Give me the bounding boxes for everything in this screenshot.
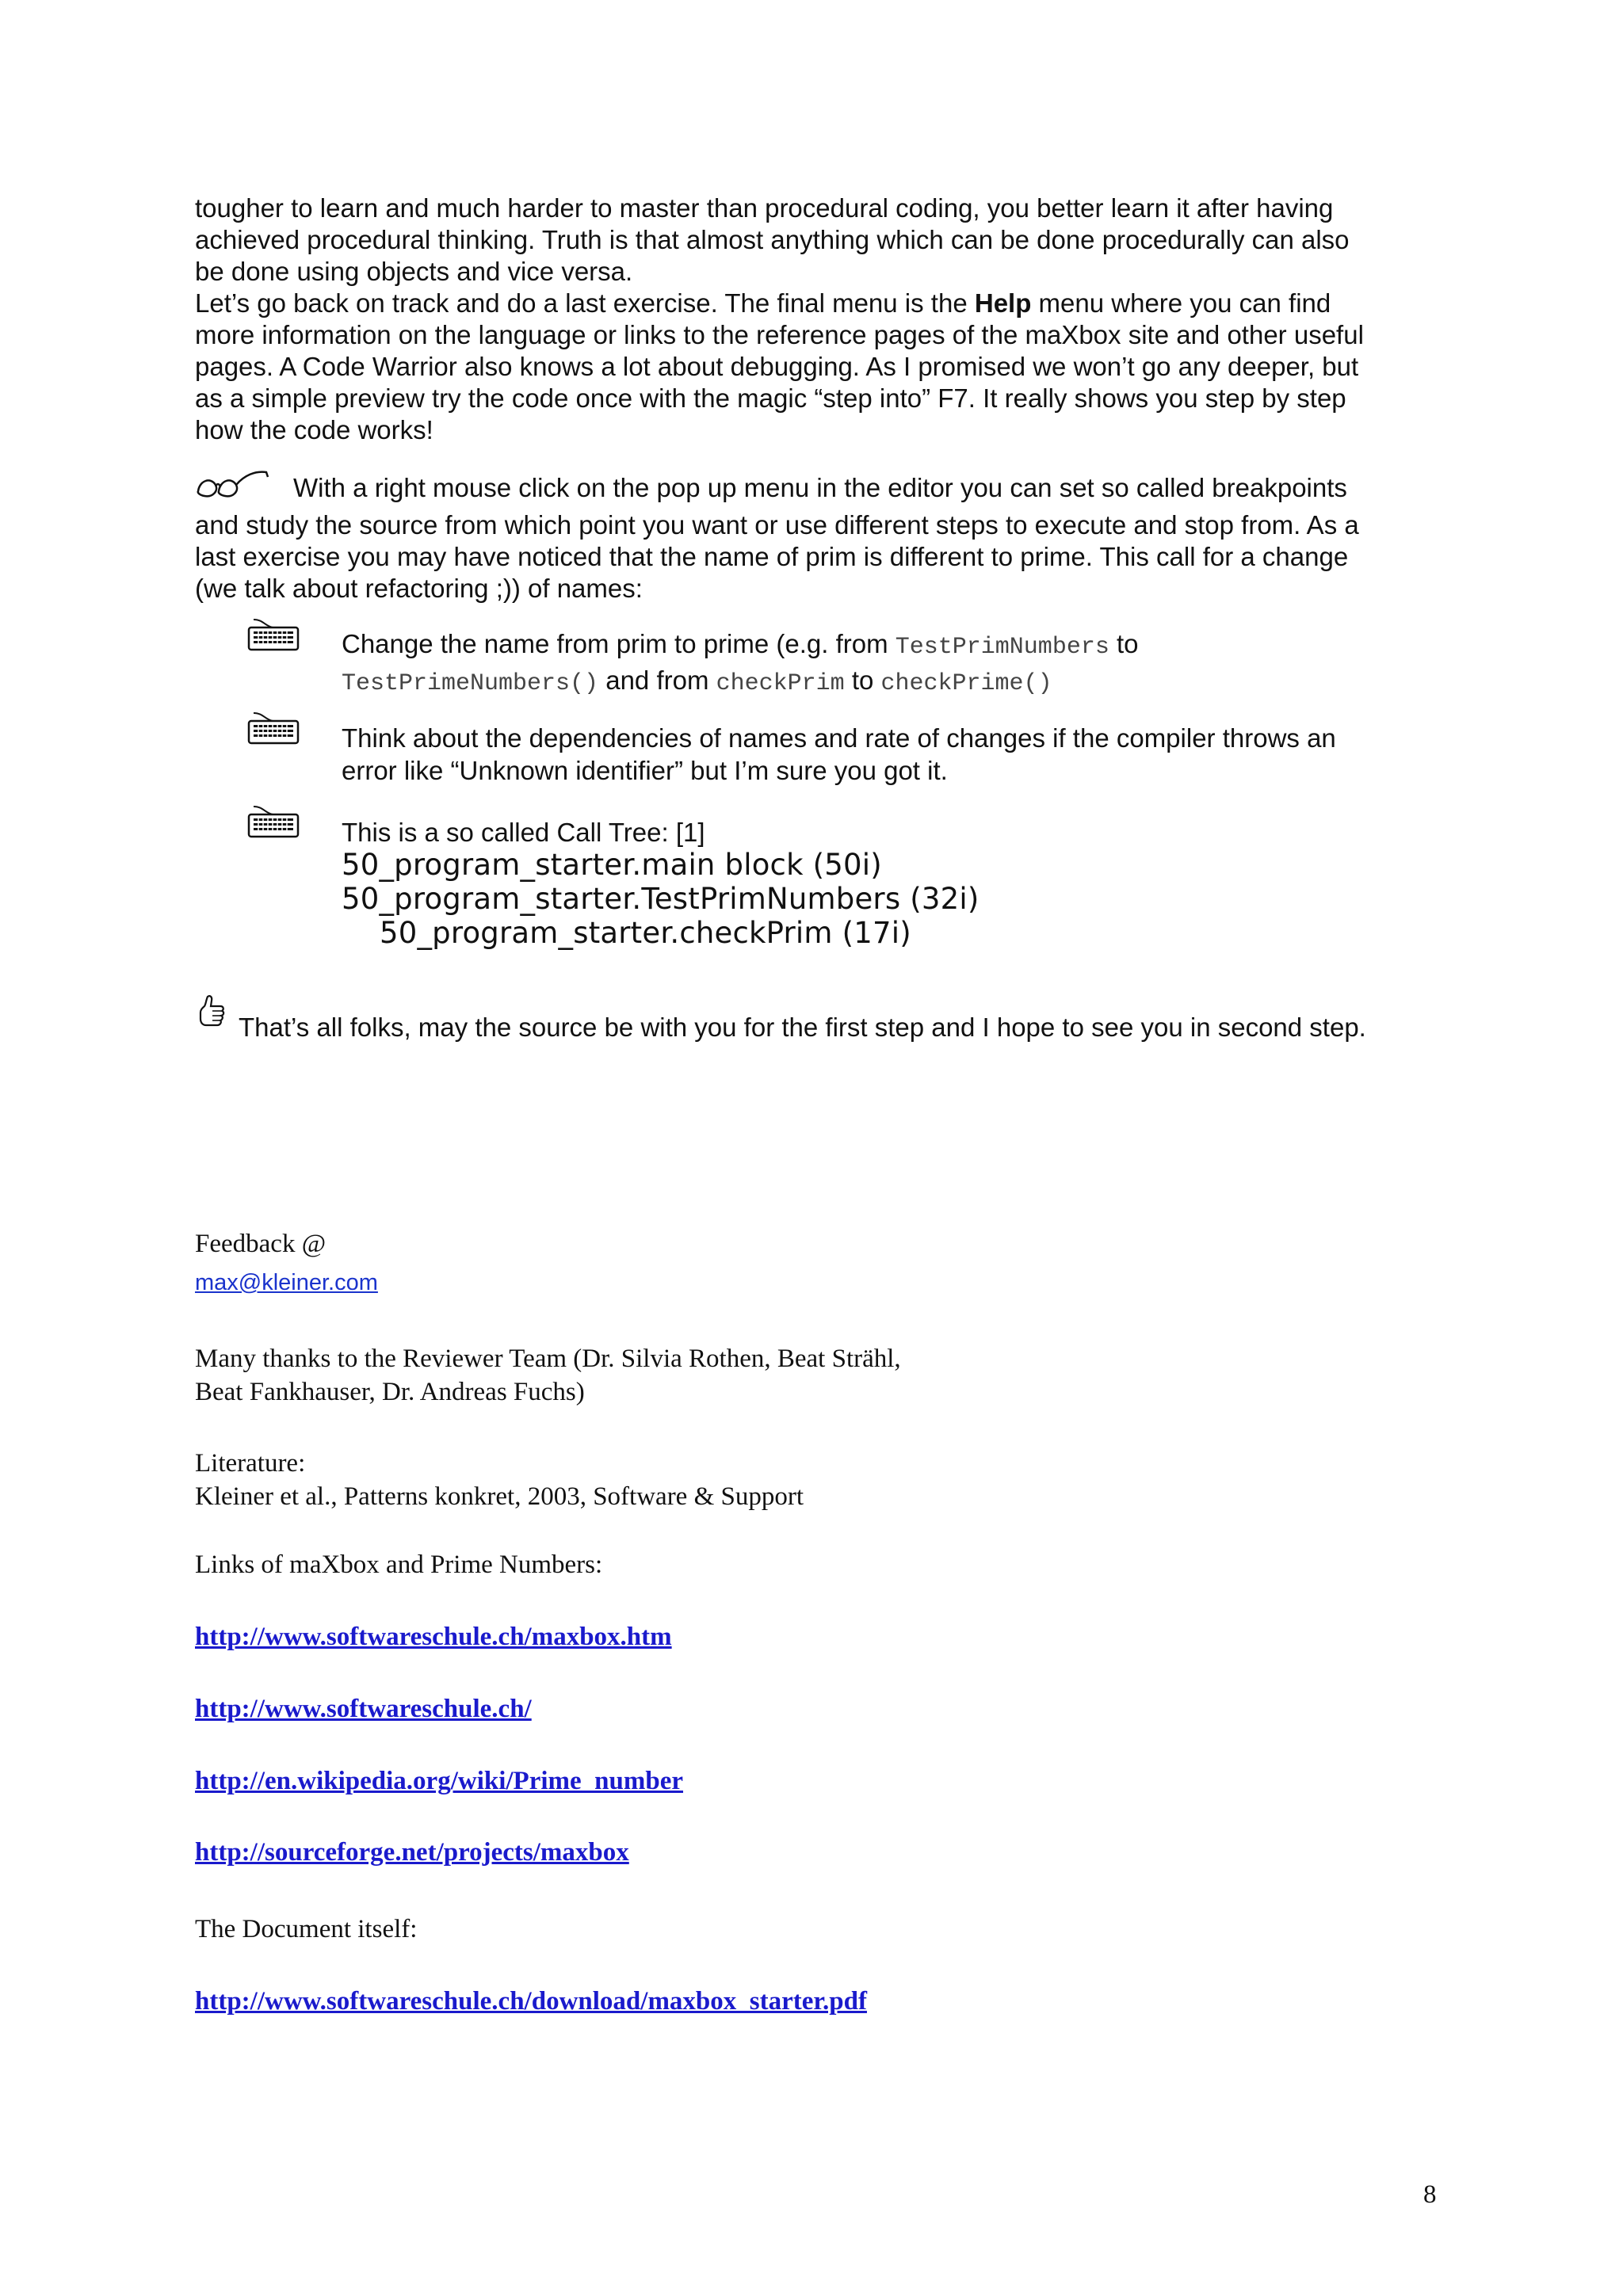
intro-line: more information on the language or links to the reference pages of the maXbox site and other useful: [195, 320, 1364, 349]
tip-paragraph-continued: [195, 509, 1439, 605]
tip-line: and study the source from which point you want or use different steps to execute and stop from. As a: [195, 510, 1359, 540]
intro-line: [195, 288, 1439, 319]
maxbox-link[interactable]: http://www.softwareschule.ch/maxbox.htm: [195, 1623, 672, 1651]
tip-line: last exercise you may have noticed that the name of prim is different to prime. This call for a change: [195, 542, 1349, 571]
keyboard-icon: [247, 711, 300, 745]
call-tree: [342, 848, 1435, 950]
document-label: The Document itself:: [195, 1915, 418, 1943]
link-item: [195, 1985, 867, 2018]
exercise-line: Think about the dependencies of names and rate of changes if the compiler throws an: [342, 723, 1336, 753]
link-item: [195, 1836, 629, 1869]
exercise-item-dependencies: [342, 722, 1435, 787]
intro-paragraph: [195, 193, 1439, 446]
exercise-text: to: [844, 666, 881, 695]
code-identifier: TestPrimeNumbers(): [342, 670, 599, 697]
exercise-line: [342, 664, 1435, 700]
call-tree-entry: 50_program_starter.TestPrimNumbers (32i): [342, 882, 980, 916]
keyboard-icon: [247, 618, 300, 651]
literature-entry: Kleiner et al., Patterns konkret, 2003, Software & Support: [195, 1482, 804, 1511]
intro-text: Let’s go back on track and do a last exercise. The final menu is the: [195, 288, 975, 318]
intro-line: achieved procedural thinking. Truth is that almost anything which can be done procedurally can also: [195, 225, 1350, 254]
link-item: [195, 1620, 672, 1653]
thanks-paragraph: [195, 1342, 901, 1409]
keyboard-icon: [247, 805, 300, 838]
literature-section: [195, 1447, 804, 1513]
page-number: 8: [1423, 2180, 1437, 2209]
exercise-line: This is a so called Call Tree: [1]: [342, 818, 705, 847]
intro-line: be done using objects and vice versa.: [195, 257, 633, 286]
exercise-text: to: [1109, 629, 1139, 658]
help-menu-label: Help: [974, 288, 1032, 318]
feedback-email-link[interactable]: max@kleiner.com: [195, 1270, 378, 1295]
document-pdf-link[interactable]: http://www.softwareschule.ch/download/maxbox_starter.pdf: [195, 1987, 867, 2016]
feedback-label: Feedback @: [195, 1230, 327, 1258]
exercise-text: Change the name from prim to prime (e.g. from: [342, 629, 896, 658]
closing-line: That’s all folks, may the source be with you for the first step and I hope to see you in second step.: [239, 1013, 1366, 1042]
tip-line: With a right mouse click on the pop up menu in the editor you can set so called breakpoints: [293, 473, 1347, 502]
thanks-line: Many thanks to the Reviewer Team (Dr. Silvia Rothen, Beat Strähl,: [195, 1344, 901, 1373]
exercise-item-call-tree: [342, 816, 1435, 849]
code-identifier: checkPrime(): [880, 670, 1052, 697]
intro-line: as a simple preview try the code once with the magic “step into” F7. It really shows you step by step: [195, 383, 1346, 413]
call-tree-entry: 50_program_starter.main block (50i): [342, 848, 882, 882]
intro-line: tougher to learn and much harder to master than procedural coding, you better learn it after having: [195, 193, 1334, 223]
link-item: [195, 1764, 683, 1798]
sourceforge-link[interactable]: http://sourceforge.net/projects/maxbox: [195, 1838, 629, 1867]
thanks-line: Beat Fankhauser, Dr. Andreas Fuchs): [195, 1378, 585, 1406]
exercise-text: and from: [598, 666, 716, 695]
exercise-line: [342, 627, 1435, 664]
intro-line: pages. A Code Warrior also knows a lot about debugging. As I promised we won’t go any deeper, but: [195, 352, 1359, 381]
exercise-line: error like “Unknown identifier” but I’m sure you got it.: [342, 756, 948, 785]
wikipedia-prime-link[interactable]: http://en.wikipedia.org/wiki/Prime_number: [195, 1767, 684, 1795]
intro-line: how the code works!: [195, 415, 433, 444]
links-label: Links of maXbox and Prime Numbers:: [195, 1550, 603, 1579]
tip-paragraph: [195, 472, 1439, 504]
call-tree-entry: 50_program_starter.checkPrim (17i): [380, 916, 911, 950]
code-identifier: checkPrim: [716, 670, 845, 697]
thumbs-up-hand-icon: [197, 994, 228, 1030]
literature-label: Literature:: [195, 1449, 306, 1478]
feedback-email-wrapper: [195, 1265, 378, 1299]
code-identifier: TestPrimNumbers: [895, 634, 1109, 661]
intro-text: menu where you can find: [1031, 288, 1331, 318]
exercise-item-rename: [342, 627, 1435, 700]
link-item: [195, 1692, 532, 1726]
softwareschule-link[interactable]: http://www.softwareschule.ch/: [195, 1695, 532, 1723]
tip-line: (we talk about refactoring ;)) of names:: [195, 574, 643, 603]
